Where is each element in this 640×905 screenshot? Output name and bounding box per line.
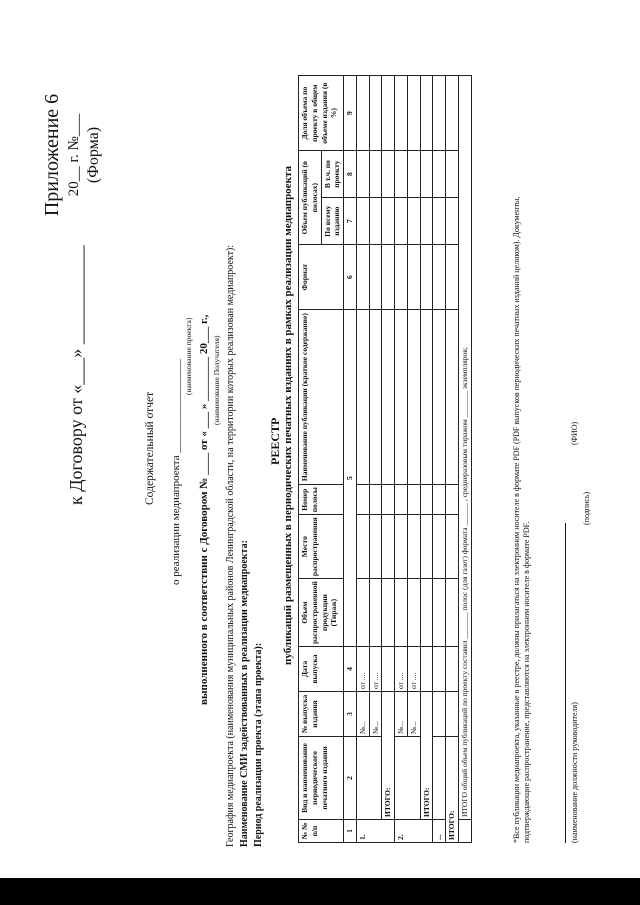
th-pubname: Наименование публикации (краткое содержание) bbox=[299, 310, 344, 485]
registry-subtitle: публикаций размещенных в периодических печатных изданиях в рамках реализации медиапроекта bbox=[282, 166, 294, 665]
colnum: 4 bbox=[344, 647, 357, 692]
row-dots: ... bbox=[433, 820, 446, 843]
total-label: ИТОГО: bbox=[446, 737, 459, 843]
fio-caption: (ФИО) bbox=[570, 421, 579, 445]
recipient-caption: (наименование Получателя) bbox=[212, 335, 221, 425]
summary-row bbox=[458, 76, 471, 843]
table-row bbox=[356, 76, 369, 843]
colnum: 7 bbox=[344, 198, 357, 245]
subtotal-row bbox=[382, 76, 395, 843]
table-row bbox=[369, 76, 382, 843]
registry-title: РЕЕСТР bbox=[268, 417, 282, 465]
subtotal-label: ИТОГО: bbox=[382, 692, 395, 820]
th-date: Дата выпуска bbox=[299, 647, 344, 692]
contract-line: к Договору от «___» ___________ bbox=[66, 245, 86, 505]
issue-cell: №... bbox=[395, 692, 408, 737]
colnum: 9 bbox=[344, 76, 357, 151]
th-pubvol-all: По всему изданию bbox=[321, 198, 344, 245]
scan-bottom-bar bbox=[0, 878, 640, 905]
date-cell: от .... bbox=[369, 647, 382, 692]
project-line: о реализации медиапроекта _________________ bbox=[170, 359, 182, 585]
row-number: 2. bbox=[395, 820, 433, 843]
th-place: Место распространения bbox=[299, 515, 344, 579]
th-name: Вид и наименование периодического печатного издания bbox=[299, 737, 344, 820]
project-caption: (наименование проекта) bbox=[184, 317, 193, 395]
th-pubvol-proj: В т.ч. по проекту bbox=[321, 151, 344, 198]
appendix-header bbox=[40, 45, 104, 265]
date-cell: от .... bbox=[395, 647, 408, 692]
colnum: 8 bbox=[344, 151, 357, 198]
th-format: Формат bbox=[299, 245, 344, 310]
issue-cell: №... bbox=[407, 692, 420, 737]
th-share: Доля объема по проекту в общем объеме издания (в %) bbox=[299, 76, 344, 151]
geography-field: География медиапроекта (наименования муниципальных районов Ленинградской области, на территории которых реализован медиапроект): bbox=[225, 244, 236, 847]
signature-caption: (подпись) bbox=[582, 491, 591, 525]
issue-cell: №... bbox=[369, 692, 382, 737]
colnum: 1 bbox=[344, 820, 357, 843]
th-num: № № п/п bbox=[299, 820, 344, 843]
table-row bbox=[407, 76, 420, 843]
row-number: 1. bbox=[356, 820, 394, 843]
th-volume: Объем распространенной продукции (Тираж) bbox=[299, 579, 344, 647]
colnum-row bbox=[344, 76, 357, 843]
total-summary: ИТОГО общий объем публикаций по проекту составил _______ полос (для газет) формата ______ , среднеразовым тиражом _______ экземпляров; bbox=[458, 76, 471, 820]
table-header-row bbox=[299, 76, 322, 843]
date-cell: от .... bbox=[356, 647, 369, 692]
rotated-document-page bbox=[20, 5, 620, 865]
appendix-date-line: 20__ г. №___ bbox=[66, 113, 82, 197]
issue-cell: №... bbox=[356, 692, 369, 737]
subtotal-row bbox=[420, 76, 433, 843]
form-label: (Форма) bbox=[84, 126, 102, 184]
report-title: Содержательный отчет bbox=[144, 391, 156, 505]
contract-reference-line: выполненного в соответствии с Договором № ____ от « ___ » ________ 20___ г., bbox=[198, 314, 210, 705]
table-row bbox=[395, 76, 408, 843]
position-caption: (наименование должности руководителя) bbox=[570, 702, 579, 843]
colnum: 3 bbox=[344, 692, 357, 737]
th-pages: Номер полосы bbox=[299, 485, 344, 515]
registry-table bbox=[298, 75, 472, 843]
colnum: 2 bbox=[344, 737, 357, 820]
th-pubvol: Объем публикаций (в полосах) bbox=[299, 151, 322, 245]
signature-line bbox=[565, 523, 566, 843]
subtotal-label: ИТОГО: bbox=[420, 692, 433, 820]
colnum: 5 bbox=[344, 310, 357, 647]
colnum: 6 bbox=[344, 245, 357, 310]
table-row bbox=[433, 76, 446, 843]
period-field: Период реализации проекта (этапа проекта): bbox=[253, 642, 264, 847]
th-issue: № выпуска издания bbox=[299, 692, 344, 737]
total-row bbox=[446, 76, 459, 843]
footnote: *Все публикации медиапроекта, указанные в реестре, должны прилагаться на электронном носителе в формате PDF (PDF выпусков периодических печатных изданий целиком). Документы, подтверждающие распространение, представляются на электронном носителе в формате PDF. bbox=[512, 196, 532, 843]
appendix-title: Приложение 6 bbox=[41, 93, 63, 217]
date-cell: от .... bbox=[407, 647, 420, 692]
media-field: Наименование СМИ задействованных в реализации медиапроекта: bbox=[239, 540, 250, 847]
